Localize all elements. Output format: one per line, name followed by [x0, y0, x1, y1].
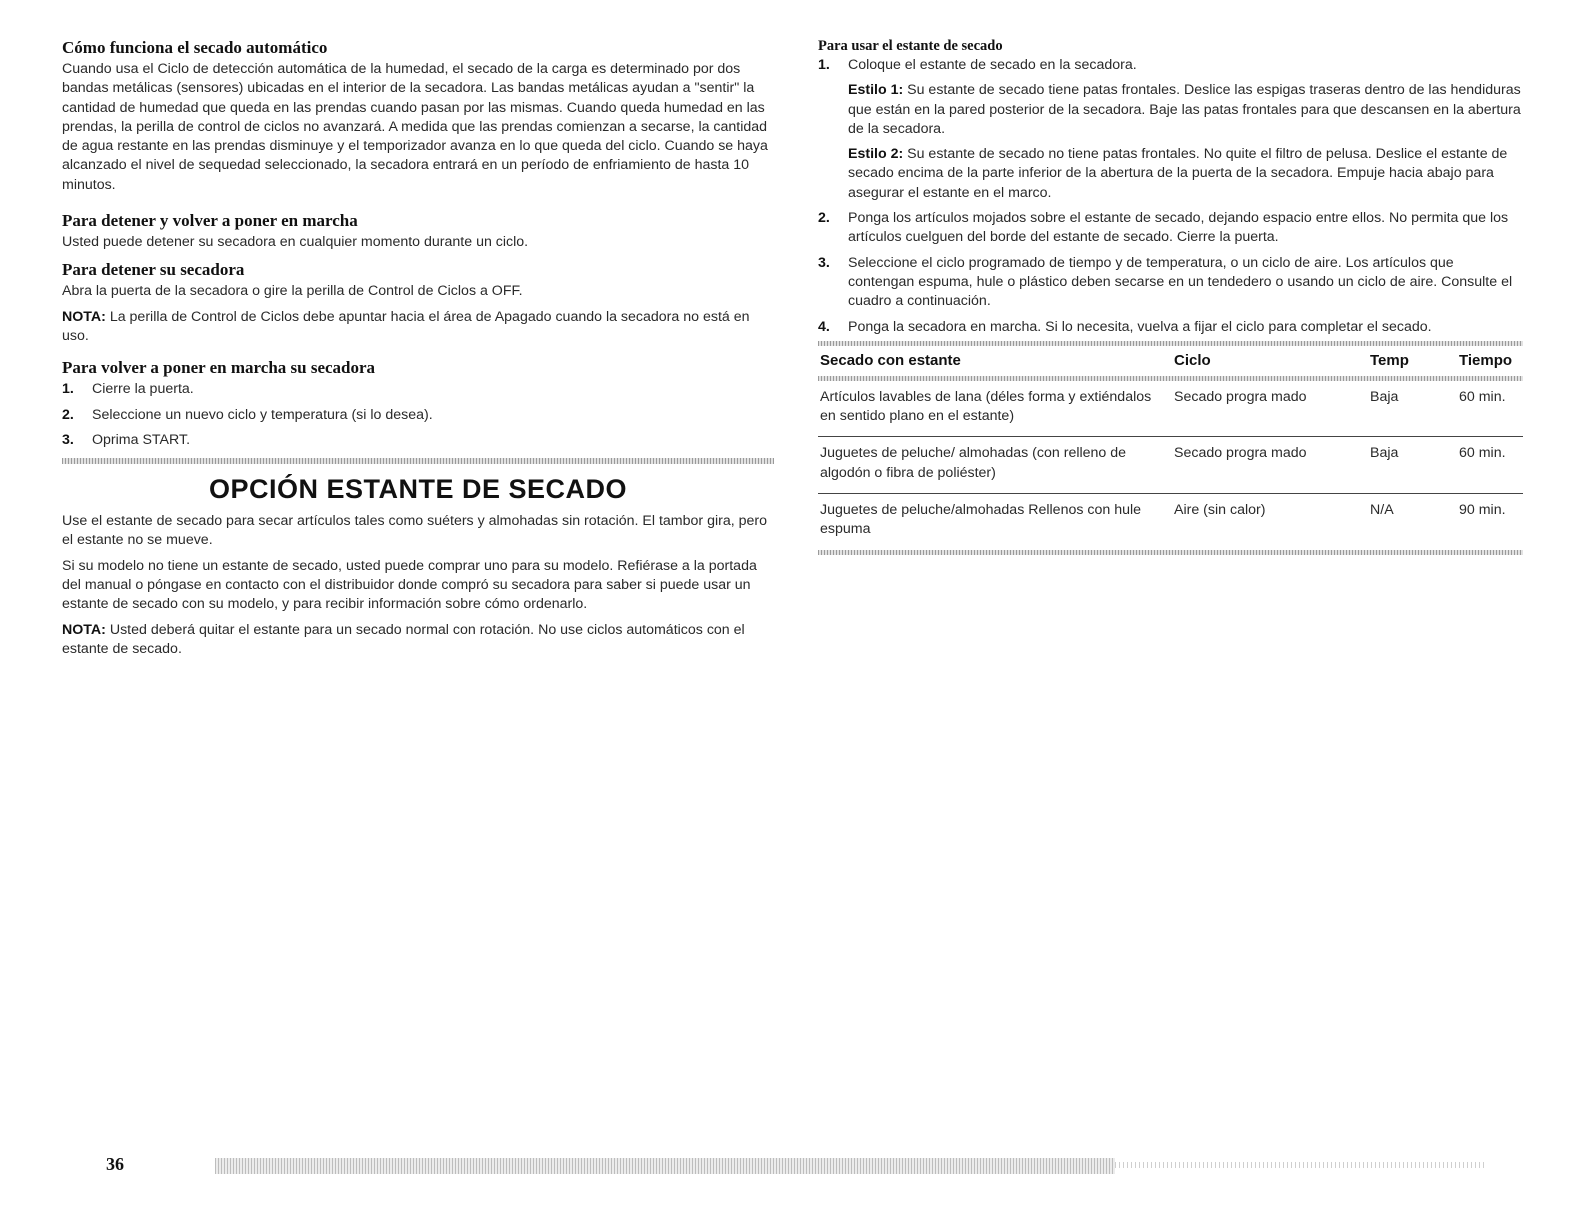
- cell-item: Juguetes de peluche/ almohadas (con relleno de algodón o fibra de poliéster): [818, 437, 1172, 494]
- rack-steps-list: [818, 56, 1523, 337]
- drying-rack-purchase-info: Si su modelo no tiene un estante de secado, usted puede comprar uno para su modelo. Refiérase a la portada del manual o póngase en contacto con el distribuidor donde compró su secadora para saber si puede usar un estante de secado con su modelo, y para recibir información sobre cómo ordenarlo.: [62, 557, 757, 613]
- table-row: [818, 437, 1523, 494]
- heading-stop-dryer: Para detener su secadora: [62, 260, 245, 280]
- table-row: [818, 381, 1523, 437]
- section-title-drying-rack: OPCIÓN ESTANTE DE SECADO: [208, 474, 628, 505]
- note-label: NOTA:: [62, 308, 106, 325]
- step-number: 4.: [818, 318, 830, 335]
- rack-drying-table: [818, 341, 1523, 555]
- page-footer: [100, 1152, 1480, 1180]
- cell-time: 60 min.: [1457, 381, 1523, 437]
- cell-cycle: Aire (sin calor): [1174, 502, 1266, 519]
- automatic-drying-body: Cuando usa el Ciclo de detección automática de la humedad, el secado de la carga es determinado por dos bandas metálicas (sensores) ubicadas en el interior de la secadora. Las bandas metálicas ayudan a "sentir" la cantidad de humedad que queda en las prendas cuando pasan por las mismas. Cuando queda humedad en las prendas, la perilla de control de ciclos no avanzará. A medida que las prendas comienzan a secarse, la cantidad de agua restante en las prendas disminuye y el temporizador avanza en lo que queda del ciclo. Cuando se haya alcanzado el nivel de sequedad seleccionado, la secadora entrará en un período de enfriamiento de hasta 10 minutos.: [62, 61, 768, 193]
- cell-temp: N/A: [1370, 502, 1394, 519]
- left-column: [62, 36, 774, 659]
- drying-rack-intro: Use el estante de secado para secar artículos tales como suéters y almohadas sin rotación. El tambor gira, pero el estante no se mueve.: [62, 513, 768, 549]
- list-item: [818, 209, 1523, 248]
- stop-restart-body: Usted puede detener su secadora en cualquier momento durante un ciclo.: [62, 234, 529, 251]
- note-text: Usted deberá quitar el estante para un secado normal con rotación. No use ciclos automáticos con el estante de secado.: [62, 621, 745, 657]
- page-number: 36: [106, 1154, 124, 1174]
- step-number: 3.: [62, 431, 74, 448]
- drying-rack-note: [62, 621, 774, 660]
- heading-stop-restart: Para detener y volver a poner en marcha: [62, 211, 358, 231]
- stop-dryer-note: [62, 308, 774, 347]
- step-text: Oprima START.: [92, 431, 191, 448]
- stop-dryer-body: Abra la puerta de la secadora o gire la perilla de Control de Ciclos a OFF.: [62, 283, 523, 300]
- footer-dotted-line: [1115, 1162, 1485, 1168]
- list-item: [62, 406, 774, 425]
- step-text: Cierre la puerta.: [92, 381, 194, 398]
- style-label: Estilo 2:: [848, 146, 904, 163]
- step-text: Coloque el estante de secado en la secadora.: [848, 57, 1137, 73]
- cell-cycle: Secado progra mado: [1172, 381, 1368, 437]
- heading-restart-dryer: Para volver a poner en marcha su secadora: [62, 358, 376, 378]
- note-label: NOTA:: [62, 621, 106, 638]
- heading-use-drying-rack: Para usar el estante de secado: [818, 38, 1003, 54]
- table-row: [818, 494, 1523, 550]
- col-header-temp: Temp: [1370, 351, 1409, 369]
- cell-time: 90 min.: [1459, 502, 1506, 519]
- style-text: Su estante de secado no tiene patas frontales. No quite el filtro de pelusa. Deslice el estante de secado encima de la parte inferior de la abertura de la puerta de la secadora. Empuje hacia abajo para asegurar el estante en el marco.: [848, 146, 1508, 201]
- col-header-cycle: Ciclo: [1174, 351, 1211, 369]
- section-divider: [62, 458, 774, 464]
- style-label: Estilo 1:: [848, 82, 904, 99]
- cell-item: Juguetes de peluche/almohadas Rellenos con hule espuma: [820, 502, 1142, 538]
- cell-temp: Baja: [1368, 381, 1457, 437]
- note-text: La perilla de Control de Ciclos debe apuntar hacia el área de Apagado cuando la secadora no está en uso.: [62, 308, 750, 344]
- step-text: Seleccione el ciclo programado de tiempo y de temperatura, o un ciclo de aire. Los artículos que contengan espuma, hule o plástico deben secarse en un tendedero o usando un ciclo de aire. Consulte el cuadro a continuación.: [848, 254, 1513, 310]
- step-number: 2.: [62, 406, 74, 423]
- step-text: Seleccione un nuevo ciclo y temperatura (si lo desea).: [92, 406, 433, 423]
- step-text: Ponga los artículos mojados sobre el estante de secado, dejando espacio entre ellos. No permita que los artículos cuelguen del borde del estante de secado. Cierre la puerta.: [848, 210, 1509, 246]
- col-header-item: Secado con estante: [820, 351, 961, 369]
- list-item: [818, 254, 1523, 312]
- cell-item: Artículos lavables de lana (déles forma y extiéndalos en sentido plano en el estante): [818, 381, 1172, 437]
- step-number: 1.: [62, 381, 74, 398]
- col-header-time: Tiempo: [1459, 351, 1513, 369]
- heading-automatic-drying: Cómo funciona el secado automático: [62, 38, 328, 57]
- style-2-instruction: [848, 145, 1523, 203]
- list-item: [62, 380, 774, 399]
- style-1-instruction: [848, 81, 1523, 139]
- table-rule: [818, 550, 1523, 555]
- right-column: [818, 36, 1523, 555]
- step-number: 1.: [818, 57, 830, 73]
- style-text: Su estante de secado tiene patas frontales. Deslice las espigas traseras dentro de las hendiduras que están en la pared posterior de la secadora. Baje las patas frontales para que descansen en la abertura de la secadora.: [848, 82, 1521, 137]
- cell-time: 60 min.: [1457, 437, 1523, 494]
- list-item: [818, 318, 1523, 337]
- cell-cycle: Secado progra mado: [1172, 437, 1368, 494]
- step-text: Ponga la secadora en marcha. Si lo necesita, vuelva a fijar el ciclo para completar el secado.: [848, 318, 1432, 335]
- list-item: [818, 56, 1523, 203]
- cell-temp: Baja: [1368, 437, 1457, 494]
- table-header-row: [818, 346, 1523, 376]
- footer-bar: [215, 1158, 1115, 1174]
- restart-steps-list: [62, 380, 774, 450]
- list-item: [62, 431, 774, 450]
- step-number: 2.: [818, 210, 830, 227]
- step-number: 3.: [818, 254, 830, 271]
